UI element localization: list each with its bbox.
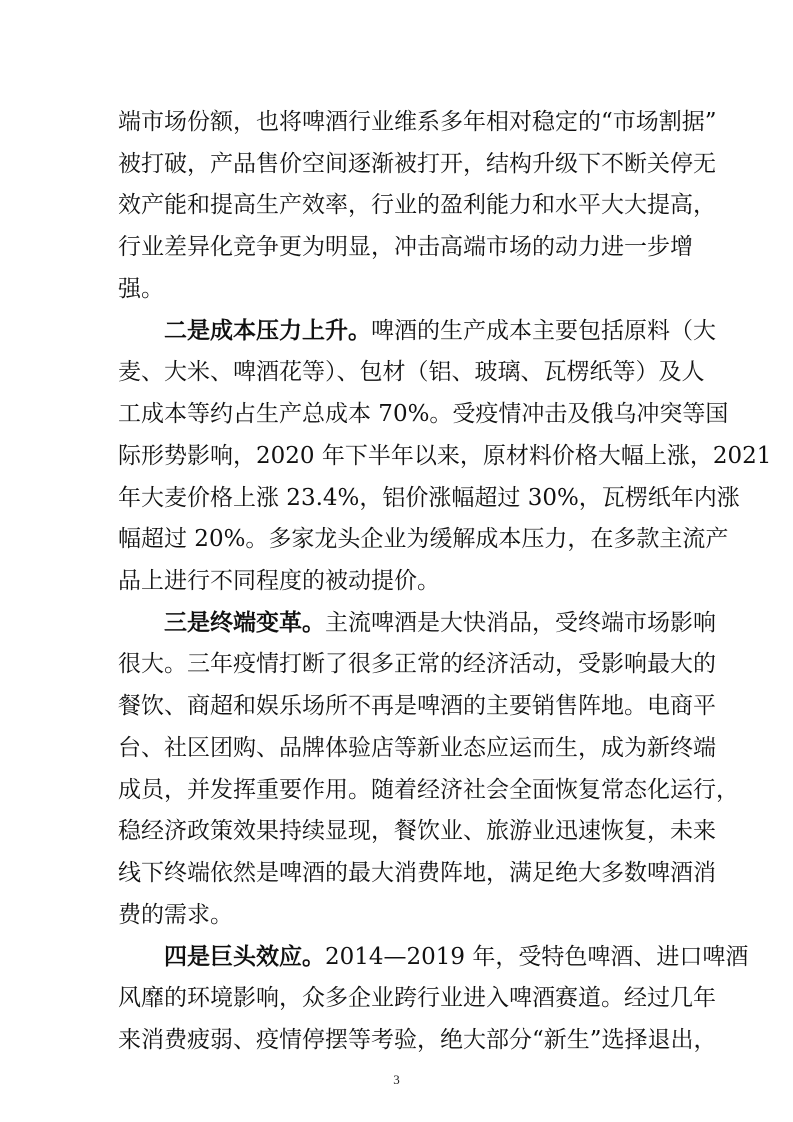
- page-number: 3: [393, 1072, 400, 1087]
- paragraph-line: 端市场份额，也将啤酒行业维系多年相对稳定的“市场割据”: [118, 109, 717, 135]
- paragraph-line: 线下终端依然是啤酒的最大消费阵地，满足绝大多数啤酒消: [118, 860, 716, 887]
- paragraph-line: 餐饮、商超和娱乐场所不再是啤酒的主要销售阵地。电商平: [118, 693, 716, 720]
- section-first-line: [164, 603, 716, 643]
- paragraph-line: 品上进行不同程度的被动提价。: [118, 568, 440, 594]
- paragraph-line: 成员，并发挥重要作用。随着经济社会全面恢复常态化运行，: [118, 776, 739, 803]
- paragraph-line: 幅超过 20%。多家龙头企业为缓解成本压力，在多款主流产: [118, 526, 729, 553]
- section-first-line: [164, 311, 716, 351]
- paragraph-line: 费的需求。: [118, 901, 233, 928]
- section-heading: 四是巨头效应。: [164, 942, 325, 970]
- paragraph-line: 台、社区团购、品牌体验店等新业态应运而生，成为新终端: [118, 734, 716, 761]
- paragraph-line: 行业差异化竞争更为明显，冲击高端市场的动力进一步增: [118, 234, 693, 261]
- paragraph-line: 很大。三年疫情打断了很多正常的经济活动，受影响最大的: [118, 651, 716, 678]
- paragraph-text: 主流啤酒是大快消品，受终端市场影响: [325, 609, 716, 636]
- paragraph-line: 风靡的环境影响，众多企业跨行业进入啤酒赛道。经过几年: [118, 985, 716, 1012]
- section-heading: 二是成本压力上升。: [164, 316, 371, 344]
- paragraph-line: 工成本等约占生产总成本 70%。受疫情冲击及俄乌冲突等国: [118, 401, 729, 428]
- paragraph-line: 效产能和提高生产效率，行业的盈利能力和水平大大提高，: [118, 192, 716, 219]
- section-first-line: [164, 937, 749, 977]
- section-heading: 三是终端变革。: [164, 608, 325, 636]
- paragraph-line: 稳经济政策效果持续显现，餐饮业、旅游业迅速恢复，未来: [118, 818, 716, 845]
- paragraph-line: 来消费疲弱、疫情停摆等考验，绝大部分“新生”选择退出，: [118, 1027, 717, 1053]
- paragraph-line: 麦、大米、啤酒花等）、包材（铝、玻璃、瓦楞纸等）及人: [118, 359, 705, 386]
- paragraph-line: 年大麦价格上涨 23.4%，铝价涨幅超过 30%，瓦楞纸年内涨: [118, 484, 740, 511]
- paragraph-text: 2014—2019 年，受特色啤酒、进口啤酒: [325, 943, 749, 970]
- paragraph-line: 被打破，产品售价空间逐渐被打开，结构升级下不断关停无: [118, 150, 716, 177]
- paragraph-line: 际形势影响，2020 年下半年以来，原材料价格大幅上涨，2021: [118, 442, 772, 469]
- paragraph-text: 啤酒的生产成本主要包括原料（大: [371, 317, 716, 344]
- paragraph-line: 强。: [118, 275, 164, 302]
